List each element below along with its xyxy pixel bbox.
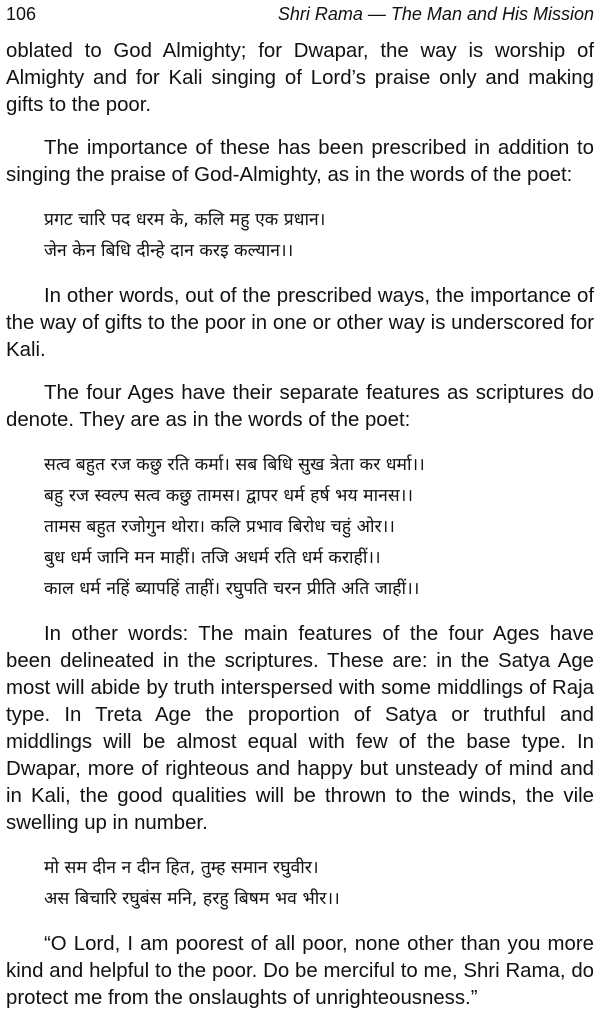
body-text <box>6 38 594 1012</box>
paragraph-3: In other words, out of the prescribed ways, the importance of the way of gifts to the poor in one or other way is underscored for Kali. <box>6 285 594 361</box>
verse-3 <box>6 853 594 915</box>
running-title: Shri Rama — The Man and His Mission <box>277 4 594 24</box>
paragraph-2: The importance of these has been prescribed in addition to singing the praise of God-Almighty, as in the words of the poet: <box>6 137 594 186</box>
verse-line: काल धर्म नहिं ब्यापहिं ताहीं। रघुपति चरन प्रीति अति जाहीं।। <box>44 579 420 599</box>
verse-line: जेन केन बिधि दीन्हे दान करइ कल्यान।। <box>44 241 294 261</box>
paragraph-6: “O Lord, I am poorest of all poor, none other than you more kind and helpful to the poor. Do be merciful to me, Shri Rama, do protect me from the onslaughts of unrighteousness.” <box>6 933 594 1009</box>
page-header <box>6 0 594 30</box>
verse-line: अस बिचारि रघुबंस मनि, हरहु बिषम भव भीर।। <box>44 889 340 909</box>
verse-line: सत्व बहुत रज कछु रति कर्मा। सब बिधि सुख त्रेता कर धर्मा।। <box>44 455 425 475</box>
verse-line: बुध धर्म जानि मन माहीं। तजि अधर्म रति धर्म कराहीं।। <box>44 548 381 568</box>
paragraph-1: oblated to God Almighty; for Dwapar, the way is worship of Almighty and for Kali singing of Lord’s praise only and making gifts to the poor. <box>6 40 594 116</box>
verse-line: बहु रज स्वल्प सत्व कछु तामस। द्वापर धर्म हर्ष भय मानस।। <box>44 486 413 506</box>
paragraph-5: In other words: The main features of the four Ages have been delineated in the scriptures. These are: in the Satya Age most will abide by truth interspersed with some middlings of Raja type. In Treta Age the proportion of Satya or truthful and middlings will be almost equal with few of the base type. In Dwapar, more of righteous and happy but unsteady of mind and in Kali, the good qualities will be thrown to the winds, the vile swelling up in number. <box>6 623 594 834</box>
verse-1 <box>6 205 594 267</box>
verse-2 <box>6 450 594 605</box>
verse-line: तामस बहुत रजोगुन थोरा। कलि प्रभाव बिरोध चहुं ओर।। <box>44 517 395 537</box>
page-number: 106 <box>6 4 37 24</box>
paragraph-4: The four Ages have their separate features as scriptures do denote. They are as in the words of the poet: <box>6 382 594 431</box>
verse-line: मो सम दीन न दीन हित, तुम्ह समान रघुवीर। <box>44 858 319 878</box>
verse-line: प्रगट चारि पद धरम के, कलि महु एक प्रधान। <box>44 210 326 230</box>
